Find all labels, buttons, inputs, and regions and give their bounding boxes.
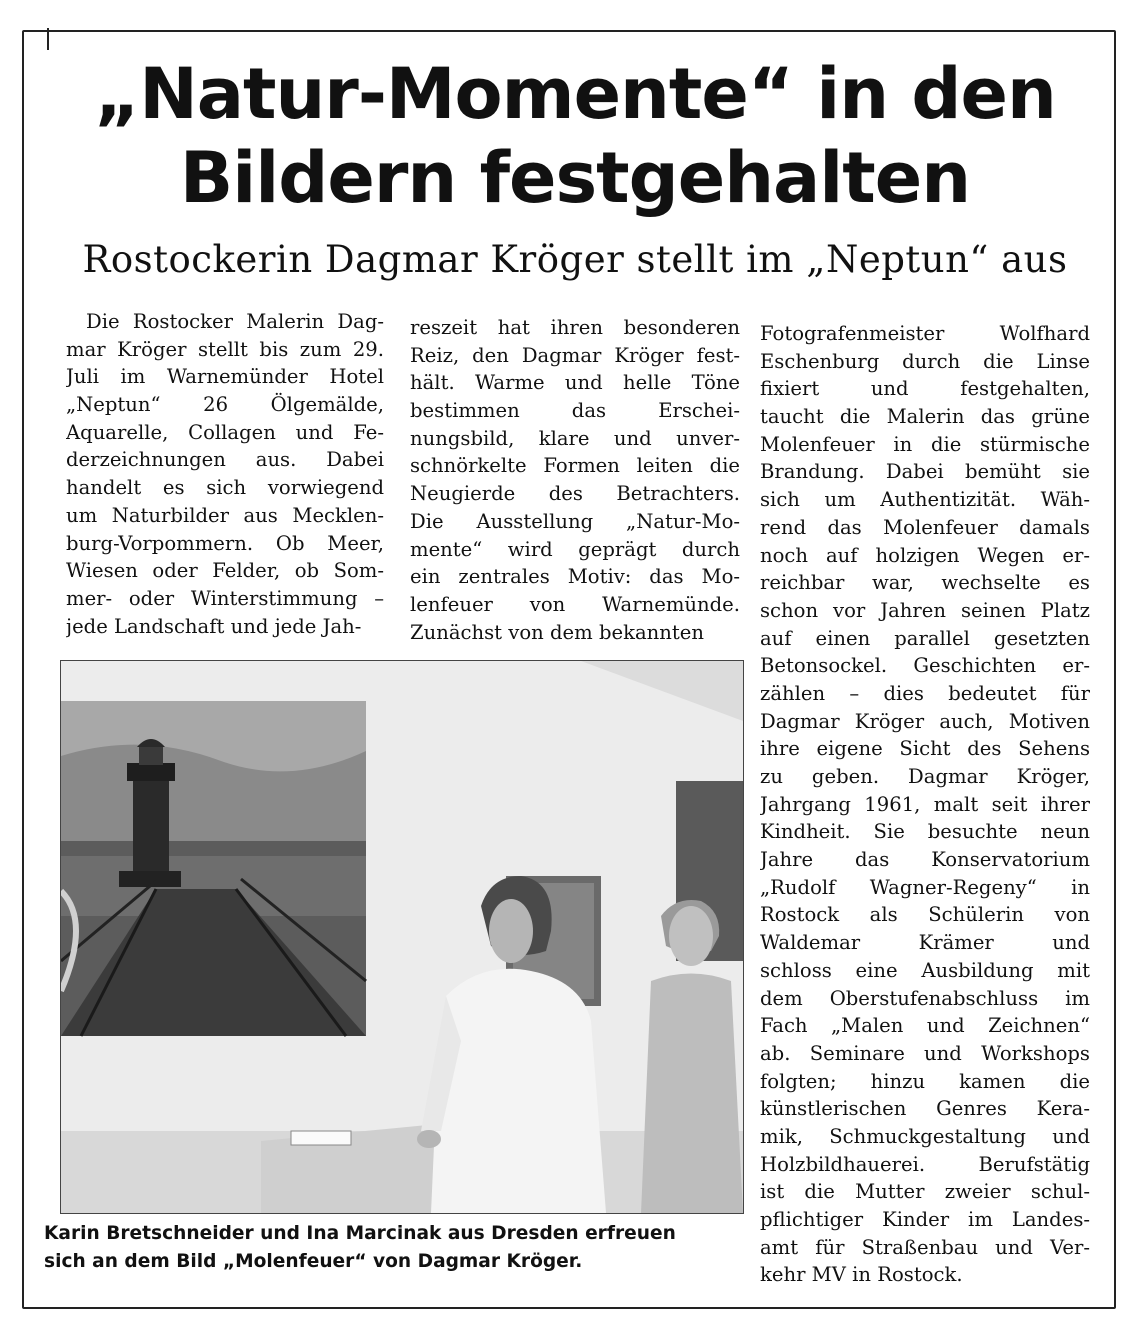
text-line: dem Oberstufenabschluss im — [760, 986, 1090, 1010]
text-line: derzeichnungen aus. Dabei — [66, 448, 384, 472]
text-line: Jahrgang 1961, malt seit ihrer — [760, 792, 1090, 816]
text-line: Kindheit. Sie besuchte neun — [760, 820, 1090, 844]
text-line: sich um Authentizität. Wäh- — [760, 488, 1090, 512]
text-line: „Neptun“ 26 Ölgemälde, — [66, 393, 384, 417]
text-column-1 — [66, 308, 384, 640]
text-line: burg-Vorpommern. Ob Meer, — [66, 531, 384, 555]
text-line: Molenfeuer in die stürmische — [760, 432, 1090, 456]
text-line: auf einen parallel gesetzten — [760, 626, 1090, 650]
text-line: zu geben. Dagmar Kröger, — [760, 765, 1090, 788]
text-line: Die Rostocker Malerin Dag- — [86, 310, 384, 333]
text-line: mente“ wird geprägt durch — [410, 537, 740, 561]
text-line: reszeit hat ihren besonderen — [410, 316, 740, 339]
text-line: Aquarelle, Collagen und Fe- — [66, 420, 384, 444]
text-line: Brandung. Dabei bemüht sie — [760, 460, 1090, 484]
text-line: taucht die Malerin das grüne — [760, 405, 1090, 429]
text-line: Die Ausstellung „Natur-Mo- — [410, 509, 740, 533]
text-line: Fotografenmeister Wolfhard — [760, 322, 1090, 345]
photo-caption — [44, 1220, 744, 1276]
text-line: folgten; hinzu kamen die — [760, 1069, 1090, 1093]
text-line: fixiert und festgehalten, — [760, 377, 1090, 401]
text-line: Wiesen oder Felder, ob Som- — [66, 559, 384, 583]
text-line: Dagmar Kröger auch, Motiven — [760, 709, 1090, 733]
caption-line-1: Karin Bretschneider und Ina Marcinak aus Dresden erfreuen — [44, 1223, 676, 1244]
text-line: schnörkelte Formen leiten die — [410, 454, 740, 478]
headline-line-2: Bildern festgehalten — [179, 137, 971, 219]
text-line: pflichtiger Kinder im Landes- — [760, 1208, 1090, 1231]
text-column-3 — [760, 320, 1090, 1289]
text-line: Eschenburg durch die Linse — [760, 349, 1090, 373]
text-line: „Rudolf Wagner-Regeny“ in — [760, 875, 1090, 899]
column-rule — [47, 28, 49, 50]
text-line: zählen – dies bedeutet für — [760, 681, 1090, 705]
text-line: Holzbildhauerei. Berufstätig — [760, 1152, 1090, 1176]
caption-line-2: sich an dem Bild „Molenfeuer“ von Dagmar Kröger. — [44, 1251, 583, 1272]
headline-line-1: „Natur-Momente“ in den — [94, 53, 1056, 135]
text-line: Rostock als Schülerin von — [760, 903, 1090, 927]
text-line: Waldemar Krämer und — [760, 931, 1090, 955]
text-line: rend das Molenfeuer damals — [760, 515, 1090, 539]
text-line: ein zentrales Motiv: das Mo- — [410, 565, 740, 589]
text-line: schon vor Jahren seinen Platz — [760, 598, 1090, 622]
text-line: Fach „Malen und Zeichnen“ — [760, 1014, 1090, 1038]
headline — [60, 52, 1090, 220]
text-line: ab. Seminare und Workshops — [760, 1041, 1090, 1065]
text-line: mar Kröger stellt bis zum 29. — [66, 337, 384, 361]
text-line: reichbar war, wechselte es — [760, 571, 1090, 595]
text-line: bestimmen das Erschei- — [410, 399, 740, 423]
text-line: ist die Mutter zweier schul- — [760, 1180, 1090, 1204]
text-line: Neugierde des Betrachters. — [410, 482, 740, 506]
text-line: hält. Warme und helle Töne — [410, 371, 740, 395]
painting-molenfeuer — [61, 701, 366, 1036]
text-line: Zunächst von dem bekannten — [410, 620, 704, 644]
text-line: um Naturbilder aus Mecklen- — [66, 503, 384, 527]
text-line: lenfeuer von Warnemünde. — [410, 592, 740, 616]
text-line: handelt es sich vorwiegend — [66, 476, 384, 500]
text-line: noch auf holzigen Wegen er- — [760, 543, 1090, 567]
text-line: ihre eigene Sicht des Sehens — [760, 737, 1090, 761]
text-line: mik, Schmuckgestaltung und — [760, 1124, 1090, 1148]
text-line: mer- oder Winterstimmung – — [66, 586, 384, 610]
text-line: jede Landschaft und jede Jah- — [66, 614, 362, 638]
text-line: Reiz, den Dagmar Kröger fest- — [410, 343, 740, 367]
subheadline: Rostockerin Dagmar Kröger stellt im „Neptun“ aus — [82, 238, 1068, 281]
text-line: Juli im Warnemünder Hotel — [66, 365, 384, 389]
text-line: künstlerischen Genres Kera- — [760, 1097, 1090, 1121]
text-line: Betonsockel. Geschichten er- — [760, 654, 1090, 678]
text-line: amt für Straßenbau und Ver- — [760, 1235, 1090, 1259]
text-line: kehr MV in Rostock. — [760, 1263, 963, 1287]
text-line: Jahre das Konservatorium — [760, 848, 1090, 872]
text-line: schloss eine Ausbildung mit — [760, 958, 1090, 982]
text-line: nungsbild, klare und unver- — [410, 426, 740, 450]
text-column-2 — [410, 314, 740, 646]
article-photo — [60, 660, 744, 1214]
